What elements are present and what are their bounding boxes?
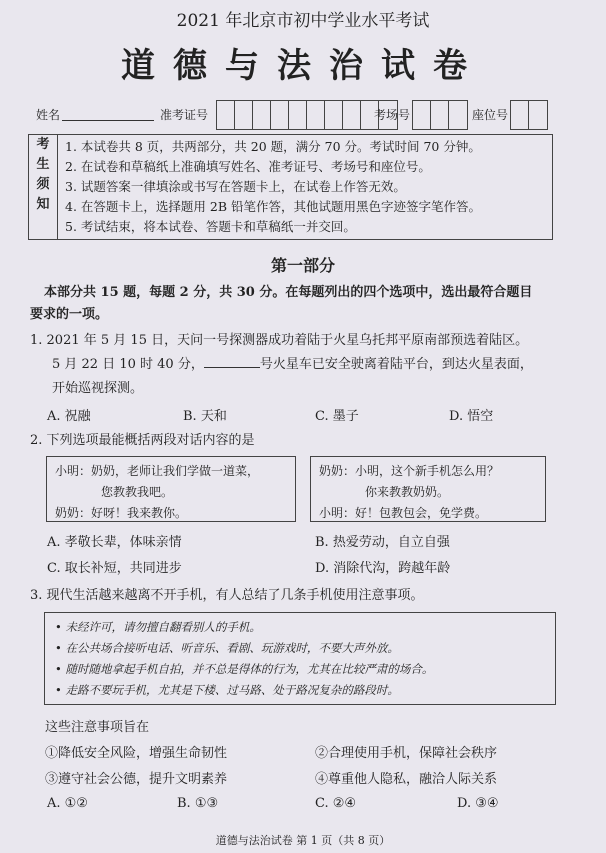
tip-item: • 在公共场合接听电话、听音乐、看剧、玩游戏时，不要大声外放。	[55, 641, 399, 655]
room-number-label: 考场号	[374, 108, 411, 122]
q1-blank	[204, 355, 260, 368]
q3-choice-2: ②合理使用手机，保障社会秩序	[315, 746, 498, 761]
page-footer: 道德与法治试卷 第 1 页（共 8 页）	[215, 834, 391, 847]
tip-item: • 随时随地拿起手机自拍，并不总是得体的行为，尤其在比较严肃的场合。	[55, 662, 434, 676]
part-intro: 本部分共 15 题，每题 2 分，共 30 分。在每题列出的四个选项中，选出最符合题目 要求的一项。	[30, 285, 533, 322]
q3-options	[47, 796, 567, 818]
q2-dialog-right: 奶奶：小明，这个新手机怎么用？ 你来教教奶奶。 小明：好！包教包会，免学费。	[310, 456, 546, 522]
q2-stem: 2. 下列选项最能概括两段对话内容的是	[30, 433, 255, 448]
q3-stem: 3. 现代生活越来越离不开手机，有人总结了几条手机使用注意事项。	[30, 588, 424, 603]
q1-option-a[interactable]: A. 祝融	[47, 409, 91, 424]
ticket-number-boxes[interactable]	[216, 100, 398, 130]
q2-dialog-left: 小明：奶奶，老师让我们学做一道菜， 您教教我吧。 奶奶：好呀！我来教你。	[46, 456, 296, 522]
q3-option-c[interactable]: C. ②④	[315, 796, 357, 811]
name-label: 姓名	[36, 108, 61, 122]
notice-item: 5. 考试结束，将本试卷、答题卡和草稿纸一并交回。	[65, 219, 356, 234]
ticket-number-label: 准考证号	[160, 108, 209, 122]
notice-item: 2. 在试卷和草稿纸上准确填写姓名、准考证号、考场号和座位号。	[65, 159, 431, 174]
q1-stem-line2: 5 月 22 日 10 时 40 分， 号火星车已安全驶离着陆平台，到达火星表面，	[52, 357, 533, 372]
tip-item: • 未经许可，请勿擅自翻看别人的手机。	[55, 620, 261, 634]
q2-options	[47, 530, 567, 582]
notice-item: 4. 在答题卡上，选择题用 2B 铅笔作答，其他试题用黑色字迹签字笔作答。	[65, 199, 481, 214]
candidate-info-row	[36, 98, 556, 130]
q2-option-d[interactable]: D. 消除代沟，跨越年龄	[315, 561, 451, 576]
q3-option-d[interactable]: D. ③④	[457, 796, 499, 811]
notice-side-label: 考 生 须 知	[29, 135, 58, 239]
notice-item: 3. 试题答案一律填涂或书写在答题卡上，在试卷上作答无效。	[65, 179, 406, 194]
tip-item: • 走路不要玩手机，尤其是下楼、过马路、处于路况复杂的路段时。	[55, 683, 399, 697]
seat-number-label: 座位号	[472, 108, 509, 122]
q1-option-b[interactable]: B. 天和	[183, 409, 227, 424]
q3-option-a[interactable]: A. ①②	[47, 796, 88, 811]
q2-option-c[interactable]: C. 取长补短，共同进步	[47, 561, 182, 576]
seat-number-boxes[interactable]	[510, 100, 548, 130]
q2-option-b[interactable]: B. 热爱劳动，自立自强	[315, 535, 450, 550]
name-field[interactable]	[62, 120, 154, 121]
q1-option-d[interactable]: D. 悟空	[449, 409, 494, 424]
exam-year-heading: 2021 年北京市初中学业水平考试	[176, 11, 430, 31]
exam-title: 道德与法治试卷	[121, 46, 485, 86]
room-number-boxes[interactable]	[412, 100, 468, 130]
q3-sub-stem: 这些注意事项旨在	[45, 720, 150, 735]
notice-list	[65, 137, 481, 237]
candidate-notice-box	[28, 134, 553, 240]
part-title: 第一部分	[270, 256, 335, 275]
q1-options	[47, 405, 567, 427]
notice-item: 1. 本试卷共 8 页，共两部分，共 20 题，满分 70 分。考试时间 70 分钟。	[65, 139, 481, 154]
q1-stem-line1: 1. 2021 年 5 月 15 日，天问一号探测器成功着陆于火星乌托邦平原南部预选着陆区。	[30, 333, 529, 348]
q1-stem-line3: 开始巡视探测。	[52, 381, 144, 396]
q3-choice-1: ①降低安全风险，增强生命韧性	[45, 746, 228, 761]
q1-option-c[interactable]: C. 墨子	[315, 409, 359, 424]
q3-option-b[interactable]: B. ①③	[177, 796, 219, 811]
q2-option-a[interactable]: A. 孝敬长辈，体味亲情	[47, 535, 182, 550]
q3-tips-box	[44, 612, 556, 705]
q3-choice-4: ④尊重他人隐私，融洽人际关系	[315, 772, 498, 787]
q3-choice-3: ③遵守社会公德，提升文明素养	[45, 772, 228, 787]
